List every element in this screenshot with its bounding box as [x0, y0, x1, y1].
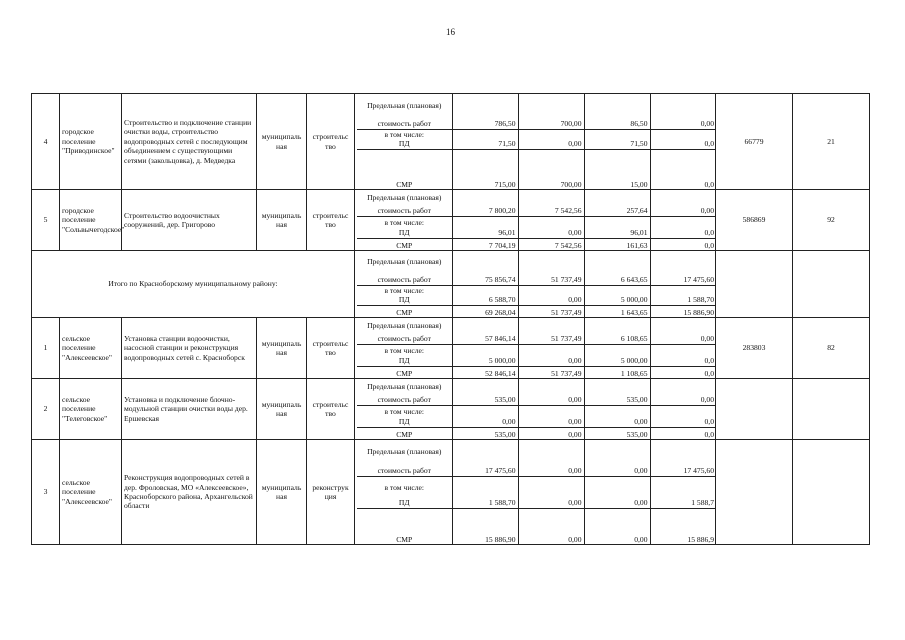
smr-value: 715,00: [452, 149, 518, 189]
cost-value: 17 475,60: [650, 266, 716, 285]
object-row: [32, 379, 870, 440]
cost-label-1: Предельная (плановая): [357, 94, 452, 110]
cost-label-1: Предельная (плановая): [357, 379, 452, 391]
pd-value: 71,50: [452, 139, 518, 149]
pd-label: ПД: [357, 355, 452, 366]
pd-value: 0,00: [518, 295, 584, 305]
settlement-name: городское поселение "Сольвычегодское": [60, 190, 122, 251]
smr-value: 0,0: [704, 429, 714, 439]
pd-value: 0,0: [650, 139, 716, 149]
work-type: строительс тво: [307, 190, 355, 251]
work-type: реконструк ция: [307, 440, 355, 545]
cost-label-2: стоимость работ: [357, 391, 452, 405]
object-description: Строительство и подключение станции очистки воды, строительство водопроводных сетей с последующим объединением с существующими сетями (закольцовка), д. Медведка: [122, 94, 257, 190]
smr-label: СМР: [357, 238, 452, 250]
count-value: [793, 440, 870, 545]
object-row: [32, 190, 870, 251]
object-description: Реконструкция водопроводных сетей в дер. Фроловская, МО «Алексеевское», Красноборского района, Архангельской области: [122, 440, 257, 545]
finance-table: [357, 440, 716, 544]
cost-value: 7 800,20: [452, 202, 518, 216]
smr-value: 15 886,9: [687, 534, 714, 544]
smr-label: СМР: [357, 149, 452, 189]
smr-value: 15 886,90: [452, 508, 518, 544]
pd-value: 5 000,00: [584, 355, 650, 366]
cost-label-2: стоимость работ: [357, 110, 452, 129]
cost-label-1: Предельная (плановая): [357, 318, 452, 330]
cost-value: 75 856,74: [452, 266, 518, 285]
smr-value: 52 846,14: [452, 366, 518, 378]
cost-value: 6 643,65: [584, 266, 650, 285]
settlement-name: сельское поселение "Телеговское": [60, 379, 122, 440]
smr-label: СМР: [357, 508, 452, 544]
ownership-type: муниципаль ная: [257, 440, 307, 545]
cost-value: 535,00: [452, 391, 518, 405]
smr-value: 1 108,65: [584, 366, 650, 378]
incl-label: в том числе:: [357, 216, 452, 227]
pd-value: 96,01: [452, 227, 518, 238]
pd-value: 0,00: [584, 492, 650, 508]
cost-value: 0,00: [584, 456, 650, 476]
count-value: [793, 379, 870, 440]
cost-value: 17 475,60: [452, 456, 518, 476]
finance-table: [357, 318, 716, 378]
work-type: строительс тво: [307, 318, 355, 379]
cost-value: 786,50: [452, 110, 518, 129]
cost-value: 0,00: [650, 202, 716, 216]
smr-value: 51 737,49: [518, 305, 584, 317]
smr-value: 0,0: [704, 179, 714, 189]
ownership-type: муниципаль ная: [257, 190, 307, 251]
pd-label: ПД: [357, 139, 452, 149]
cost-label-1: Предельная (плановая): [357, 440, 452, 456]
pd-value: 0,00: [452, 416, 518, 427]
total-label: Итого по Красноборскому муниципальному району:: [32, 251, 355, 318]
pd-label: ПД: [357, 227, 452, 238]
incl-label: в том числе:: [357, 344, 452, 355]
pd-value: 0,00: [518, 227, 584, 238]
row-number: 5: [32, 190, 60, 251]
smr-label: СМР: [357, 427, 452, 439]
population-code: [716, 440, 793, 545]
cost-label-1: Предельная (плановая): [357, 251, 452, 266]
finance-table: [357, 379, 716, 439]
cost-label-2: стоимость работ: [357, 202, 452, 216]
ownership-type: муниципаль ная: [257, 94, 307, 190]
finance-table: [357, 94, 716, 189]
pd-value: 0,00: [518, 416, 584, 427]
smr-value: 7 704,19: [452, 238, 518, 250]
work-type: строительс тво: [307, 94, 355, 190]
pd-value: 0,00: [518, 139, 584, 149]
pd-value: 0,00: [584, 416, 650, 427]
object-row: [32, 94, 870, 190]
cost-value: 0,00: [650, 110, 716, 129]
settlement-name: городское поселение "Приводинское": [60, 94, 122, 190]
smr-label: СМР: [357, 305, 452, 317]
count-value: 92: [793, 190, 870, 251]
cost-value: 51 737,49: [518, 266, 584, 285]
cost-value: 7 542,56: [518, 202, 584, 216]
cost-value: 535,00: [584, 391, 650, 405]
pd-value: 6 588,70: [452, 295, 518, 305]
cost-value: 17 475,60: [650, 456, 716, 476]
pd-value: 5 000,00: [452, 355, 518, 366]
smr-value: 69 268,04: [452, 305, 518, 317]
cost-value: 51 737,49: [518, 330, 584, 344]
cost-value: 0,00: [518, 456, 584, 476]
smr-value: 0,00: [584, 508, 650, 544]
cost-label-2: стоимость работ: [357, 456, 452, 476]
smr-value: 161,63: [584, 238, 650, 250]
objects-table: [31, 93, 870, 545]
page-number: 16: [446, 27, 455, 37]
smr-value: 535,00: [584, 427, 650, 439]
finance-table: [357, 190, 716, 250]
pd-value: 96,01: [584, 227, 650, 238]
count-value: 82: [793, 318, 870, 379]
cost-value: 0,00: [650, 391, 716, 405]
cost-value: 257,64: [584, 202, 650, 216]
smr-value: 7 542,56: [518, 238, 584, 250]
pd-label: ПД: [357, 416, 452, 427]
pd-value: 0,00: [518, 355, 584, 366]
pd-value: 0,0: [650, 416, 716, 427]
cost-value: 6 108,65: [584, 330, 650, 344]
pd-value: 5 000,00: [584, 295, 650, 305]
cost-value: 57 846,14: [452, 330, 518, 344]
object-description: Установка и подключение блочно-модульной станции очистки воды дер. Ершевская: [122, 379, 257, 440]
row-number: 2: [32, 379, 60, 440]
population-code: [716, 379, 793, 440]
cost-label-2: стоимость работ: [357, 330, 452, 344]
settlement-name: сельское поселение "Алексеевское": [60, 440, 122, 545]
cost-label-1: Предельная (плановая): [357, 190, 452, 202]
cost-value: 700,00: [518, 110, 584, 129]
pd-value: 1 588,70: [650, 295, 716, 305]
row-number: 3: [32, 440, 60, 545]
pd-value: 1 588,7: [650, 492, 716, 508]
smr-label: СМР: [357, 366, 452, 378]
finance-table: [357, 251, 716, 317]
settlement-name: сельское поселение "Алексеевское": [60, 318, 122, 379]
object-row: [32, 318, 870, 379]
pd-value: 1 588,70: [452, 492, 518, 508]
incl-label: в том числе:: [357, 476, 452, 492]
population-code: 66779: [716, 94, 793, 190]
incl-label: в том числе:: [357, 129, 452, 139]
pd-label: ПД: [357, 492, 452, 508]
smr-value: 51 737,49: [518, 366, 584, 378]
count-value: 21: [793, 94, 870, 190]
smr-value: 15 886,90: [683, 307, 714, 317]
pd-label: ПД: [357, 295, 452, 305]
smr-value: 1 643,65: [584, 305, 650, 317]
smr-value: 535,00: [452, 427, 518, 439]
smr-value: 15,00: [584, 149, 650, 189]
population-code: 283803: [716, 318, 793, 379]
smr-value: 0,0: [704, 240, 714, 250]
smr-value: 0,00: [518, 427, 584, 439]
row-number: 4: [32, 94, 60, 190]
pd-value: 0,0: [650, 227, 716, 238]
total-row: [32, 251, 870, 318]
cost-value: 0,00: [518, 391, 584, 405]
ownership-type: муниципаль ная: [257, 318, 307, 379]
cost-label-2: стоимость работ: [357, 266, 452, 285]
object-description: Строительство водоочистных сооружений, дер. Григорово: [122, 190, 257, 251]
cost-value: 0,00: [650, 330, 716, 344]
cost-value: 86,50: [584, 110, 650, 129]
incl-label: в том числе:: [357, 285, 452, 295]
ownership-type: муниципаль ная: [257, 379, 307, 440]
smr-value: 0,00: [518, 508, 584, 544]
object-row: [32, 440, 870, 545]
row-number: 1: [32, 318, 60, 379]
object-description: Установка станции водоочистки, насосной станции и реконструкция водопроводных сетей с. Красноборск: [122, 318, 257, 379]
population-code: 586869: [716, 190, 793, 251]
pd-value: 71,50: [584, 139, 650, 149]
smr-value: 700,00: [518, 149, 584, 189]
work-type: строительс тво: [307, 379, 355, 440]
incl-label: в том числе:: [357, 405, 452, 416]
smr-value: 0,0: [704, 368, 714, 378]
pd-value: 0,0: [650, 355, 716, 366]
pd-value: 0,00: [518, 492, 584, 508]
